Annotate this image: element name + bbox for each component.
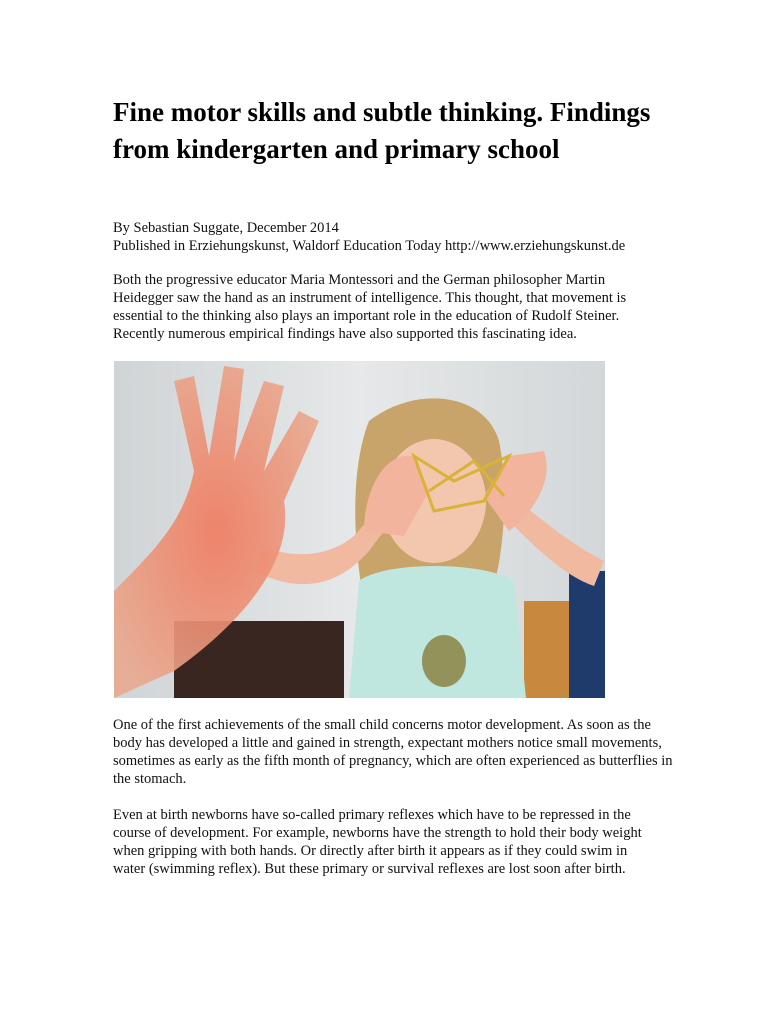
shirt-print (422, 635, 466, 687)
author-date: By Sebastian Suggate, December 2014 (113, 220, 339, 236)
byline (113, 219, 625, 255)
wooden-chair-right (524, 601, 574, 698)
publication-info: Published in Erziehungskunst, Waldorf Education Today http://www.erziehungskunst.de (113, 238, 626, 254)
paragraph-motor-development: One of the first achievements of the small child concerns motor development. As soon as the body has developed a little and gained in strength, expectant mothers notice small movements, sometimes as early as the fifth month of pregnancy, which are often experienced as butterflies in the stomach. (113, 717, 673, 787)
blue-object-right (569, 571, 605, 698)
article-title: Fine motor skills and subtle thinking. Findings from kindergarten and primary school (113, 97, 651, 164)
paragraph-intro: Both the progressive educator Maria Montessori and the German philosopher Martin Heidegger saw the hand as an instrument of intelligence. This thought, that movement is essential to the thinking also plays an important role in the education of Rudolf Steiner. Recently numerous empirical findings have also supported this fascinating idea. (113, 272, 627, 342)
article-photo (114, 361, 605, 698)
paragraph-primary-reflexes: Even at birth newborns have so-called primary reflexes which have to be repressed in the course of development. For example, newborns have the strength to hold their body weight when gripping with both hands. Or directly after birth it appears as if they could swim in water (swimming reflex). But these primary or survival reflexes are lost soon after birth. (113, 807, 642, 877)
child-hands-photo-illustration (114, 361, 605, 698)
